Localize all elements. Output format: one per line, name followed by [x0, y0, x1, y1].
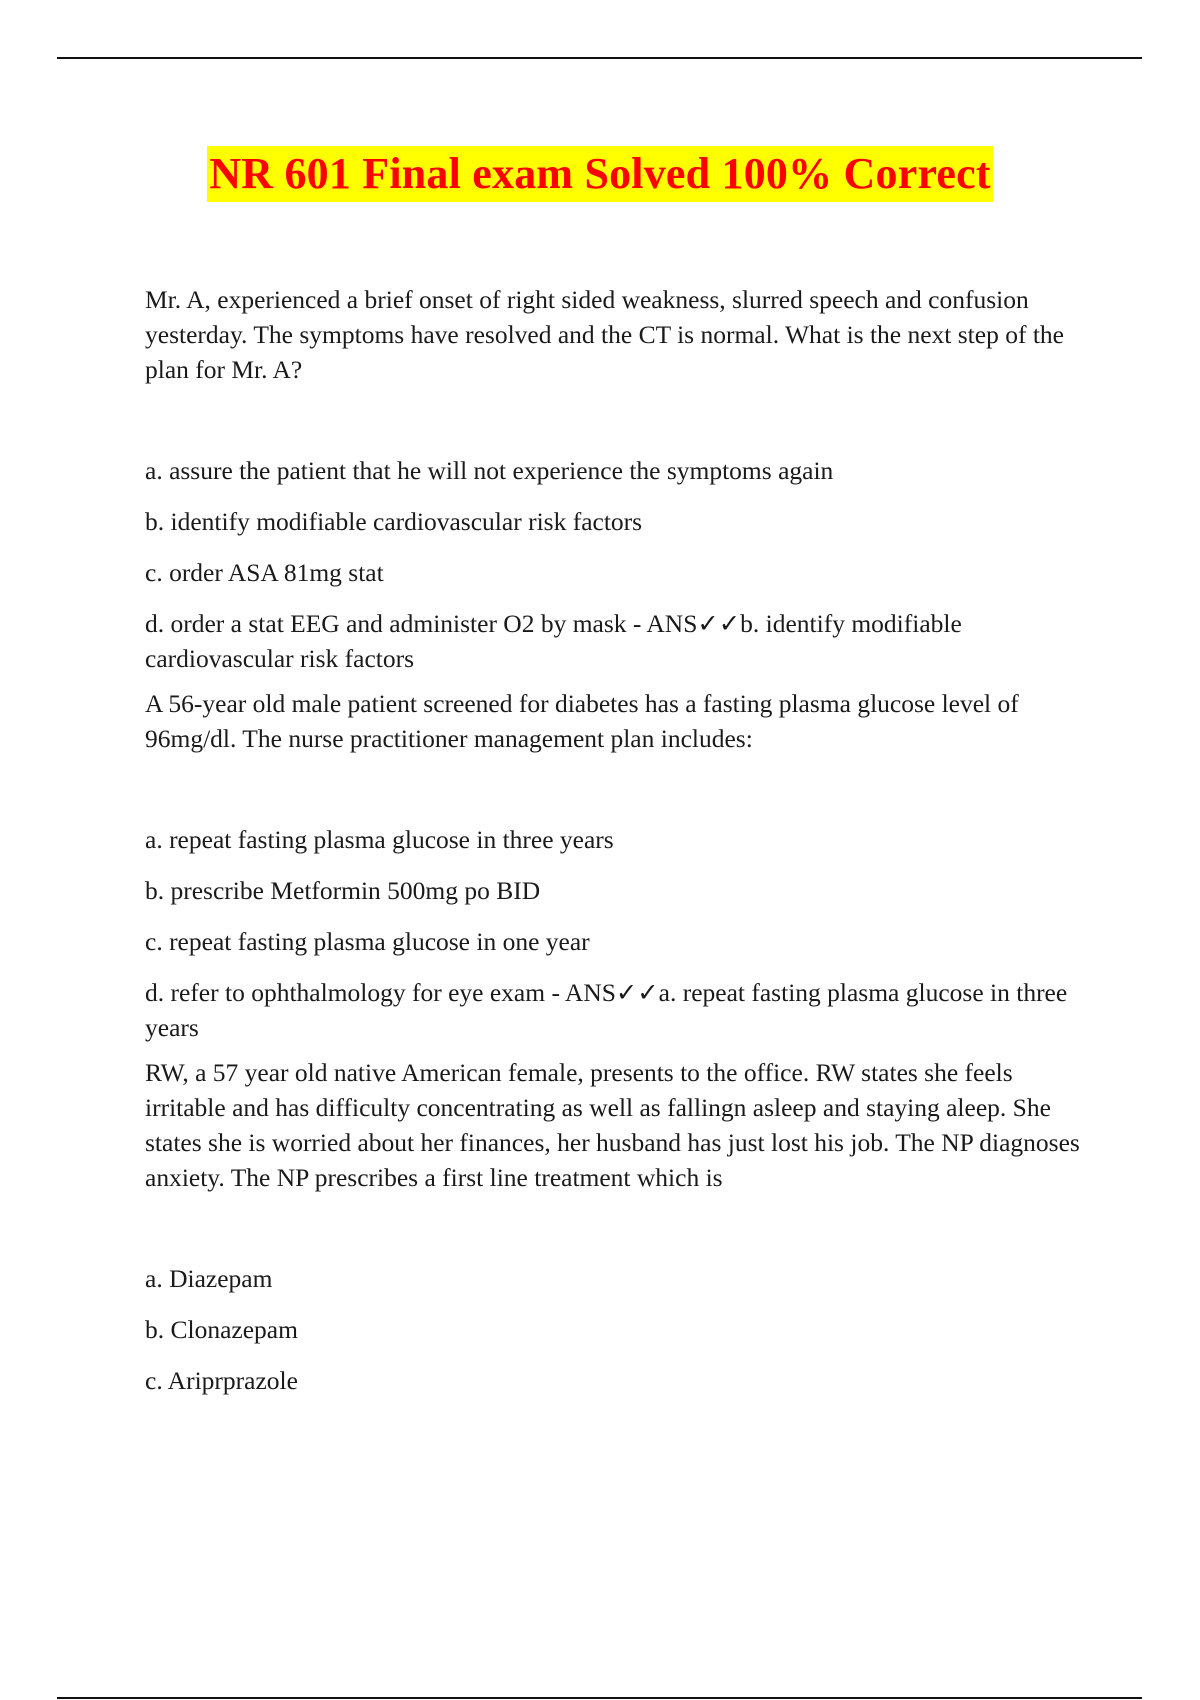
answer-option: a. repeat fasting plasma glucose in three years [145, 825, 614, 854]
question-stem: RW, a 57 year old native American female, presents to the office. RW states she feels irritable and has difficulty concentrating as well as fallingn asleep and staying aleep. She states she is worried about her finances, her husband has just lost his job. The NP diagnoses anxiety. The NP prescribes a first line treatment which is [145, 1058, 1080, 1192]
spacer [145, 756, 1095, 822]
answer-option: c. order ASA 81mg stat [145, 558, 384, 587]
answer-option: a. assure the patient that he will not experience the symptoms again [145, 456, 834, 485]
question-block [145, 282, 1095, 676]
spacer [145, 1195, 1095, 1261]
question-stem: Mr. A, experienced a brief onset of right sided weakness, slurred speech and confusion yesterday. The symptoms have resolved and the CT is normal. What is the next step of the plan for Mr. A? [145, 285, 1064, 384]
answer-option: b. prescribe Metformin 500mg po BID [145, 876, 541, 905]
bottom-rule [57, 1697, 1142, 1699]
answer-option-with-key: d. order a stat EEG and administer O2 by mask - ANS✓✓b. identify modifiable cardiovascular risk factors [145, 609, 962, 673]
spacer [145, 387, 1095, 453]
question-block [145, 686, 1095, 1045]
question-stem: A 56-year old male patient screened for diabetes has a fasting plasma glucose level of 96mg/dl. The nurse practitioner management plan includes: [145, 689, 1019, 753]
answer-option-with-key: d. refer to ophthalmology for eye exam - ANS✓✓a. repeat fasting plasma glucose in three years [145, 978, 1068, 1042]
answer-option: a. Diazepam [145, 1264, 273, 1293]
answer-option: c. repeat fasting plasma glucose in one year [145, 927, 590, 956]
document-title: NR 601 Final exam Solved 100% Correct [207, 146, 992, 202]
title-container [0, 146, 1200, 202]
answer-option: b. Clonazepam [145, 1315, 298, 1344]
answer-option: c. Ariprprazole [145, 1366, 298, 1395]
document-body [145, 282, 1095, 1414]
top-rule [57, 57, 1142, 59]
answer-option: b. identify modifiable cardiovascular risk factors [145, 507, 643, 536]
question-block [145, 1055, 1095, 1398]
